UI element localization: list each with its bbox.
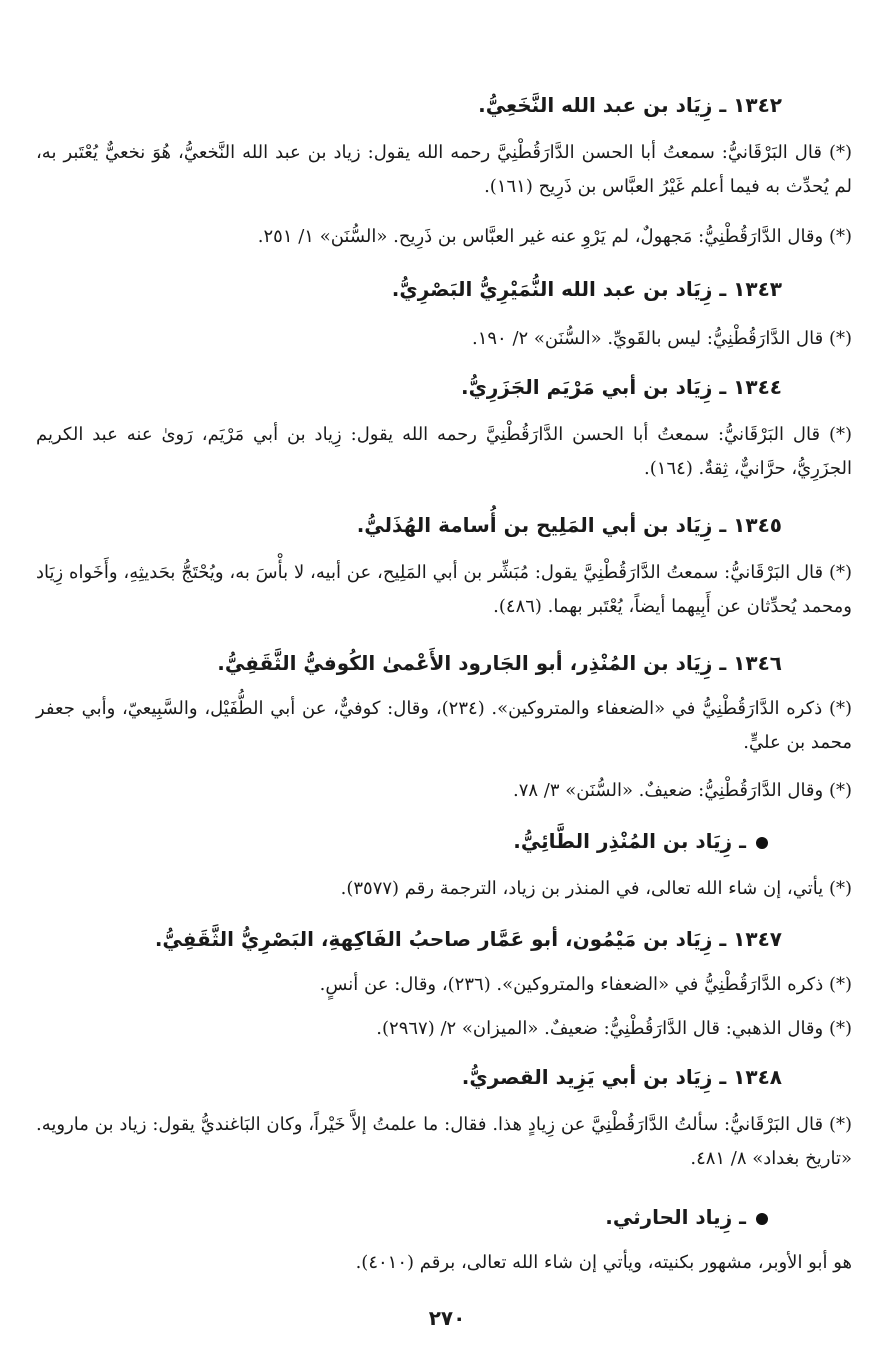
entry-paragraph: (*) قال البَرْقَانيُّ: سمعتُ الدَّارَقُطْنِيَّ يقول: مُبَشِّر بن أبي المَلِيح، عن أبيه، لا بأْسَ به، ويُحْتَجُّ بحَديثِهِ، وأَخَواه زِيَاد ومحمد يُحدِّثان عن أَبِيهما أيضاً، يُعْتَبر بهما. (٤٨٦). xyxy=(36,562,852,617)
entry-heading: ١٣٤٤ ـ زِيَاد بن أبي مَرْيَم الجَزَرِيُّ. xyxy=(460,375,782,399)
entry-heading: ـ زِيَاد بن المُنْذِر الطَّائِيُّ. xyxy=(513,829,746,853)
page-number: ٢٧٠ xyxy=(428,1306,466,1330)
entry-paragraph: (*) وقال الدَّارَقُطْنِيُّ: مَجهولٌ، لم يَرْوِ عنه غير العبَّاس بن ذَرِيح. «السُّنَن» ١/ ٢٥١. xyxy=(257,226,852,247)
entry-heading: ١٣٤٥ ـ زِيَاد بن أبي المَلِيح بن أُسامة الهُذَليُّ. xyxy=(356,513,782,537)
entry-heading: ١٣٤٧ ـ زِيَاد بن مَيْمُون، أبو عَمَّار صاحبُ الفَاكِهةِ، البَصْرِيُّ الثَّقَفِيُّ. xyxy=(154,927,782,951)
entry-paragraph: (*) قال البَرْقَانيُّ: سمعتُ أبا الحسن الدَّارَقُطْنِيَّ رحمه الله يقول: زياد بن عبد الله النَّخعيُّ، هُوَ نخعيٌّ يُعْتَبر به، لم يُحدِّث به فيما أعلم غَيْرُ العبَّاس بن ذَرِيح (١٦١). xyxy=(36,142,852,197)
entry-paragraph: (*) قال البَرْقَانيُّ: سألتُ الدَّارَقُطْنِيَّ عن زِيادٍ هذا. فقال: ما علمتُ إلاَّ خَيْراً، وكان البَاغنديُّ يقول: زياد بن مارويه. «تاريخ بغداد» ٨/ ٤٨١. xyxy=(36,1114,852,1169)
entry-paragraph: (*) وقال الدَّارَقُطْنِيُّ: ضعيفٌ. «السُّنَن» ٣/ ٧٨. xyxy=(512,780,852,801)
cross-reference-heading xyxy=(40,1200,768,1234)
entry-heading: ١٣٤٣ ـ زِيَاد بن عبد الله النُّمَيْرِيُّ البَصْرِيُّ. xyxy=(391,277,782,301)
bullet-icon xyxy=(756,1213,768,1225)
entry-paragraph: (*) ذكره الدَّارَقُطْنِيُّ في «الضعفاء والمتروكين». (٢٣٤)، وقال: كوفيٌّ، عن أبي الطُّفَيْل، والسَّبِيعيّ، وأبي جعفر محمد بن عليٍّ. xyxy=(36,698,852,753)
entry-heading: ١٣٤٢ ـ زِيَاد بن عبد الله النَّخَعِيُّ. xyxy=(478,93,782,117)
entry-paragraph: هو أبو الأوبر، مشهور بكنيته، ويأتي إن شاء الله تعالى، برقم (٤٠١٠). xyxy=(355,1252,852,1273)
bullet-icon xyxy=(756,837,768,849)
entry-paragraph: (*) يأتي، إن شاء الله تعالى، في المنذر بن زياد، الترجمة رقم (٣٥٧٧). xyxy=(340,878,852,899)
entry-heading: ١٣٤٨ ـ زِيَاد بن أبي يَزِيد القصريُّ. xyxy=(461,1065,782,1089)
entry-heading: ١٣٤٦ ـ زِيَاد بن المُنْذِر، أبو الجَارود الأَعْمىٰ الكُوفيُّ الثَّقَفِيُّ. xyxy=(217,651,782,675)
entry-paragraph: (*) قال الدَّارَقُطْنِيُّ: ليس بالقَويِّ. «السُّنَن» ٢/ ١٩٠. xyxy=(471,328,852,349)
entry-paragraph: (*) وقال الذهبي: قال الدَّارَقُطْنِيُّ: ضعيفٌ. «الميزان» ٢/ (٢٩٦٧). xyxy=(376,1018,852,1039)
entry-paragraph: (*) قال البَرْقَانيُّ: سمعتُ أبا الحسن الدَّارَقُطْنِيَّ رحمه الله يقول: زِياد بن أبي مَرْيَم، رَوىٰ عنه عبد الكريم الجزَرِيُّ، حرَّانيٌّ، ثِقةٌ. (١٦٤). xyxy=(36,424,852,479)
entry-paragraph: (*) ذكره الدَّارَقُطْنِيُّ في «الضعفاء والمتروكين». (٢٣٦)، وقال: عن أنسٍ. xyxy=(319,974,852,995)
cross-reference-heading xyxy=(40,824,768,858)
entry-heading: ـ زِياد الحارثي. xyxy=(605,1205,746,1229)
